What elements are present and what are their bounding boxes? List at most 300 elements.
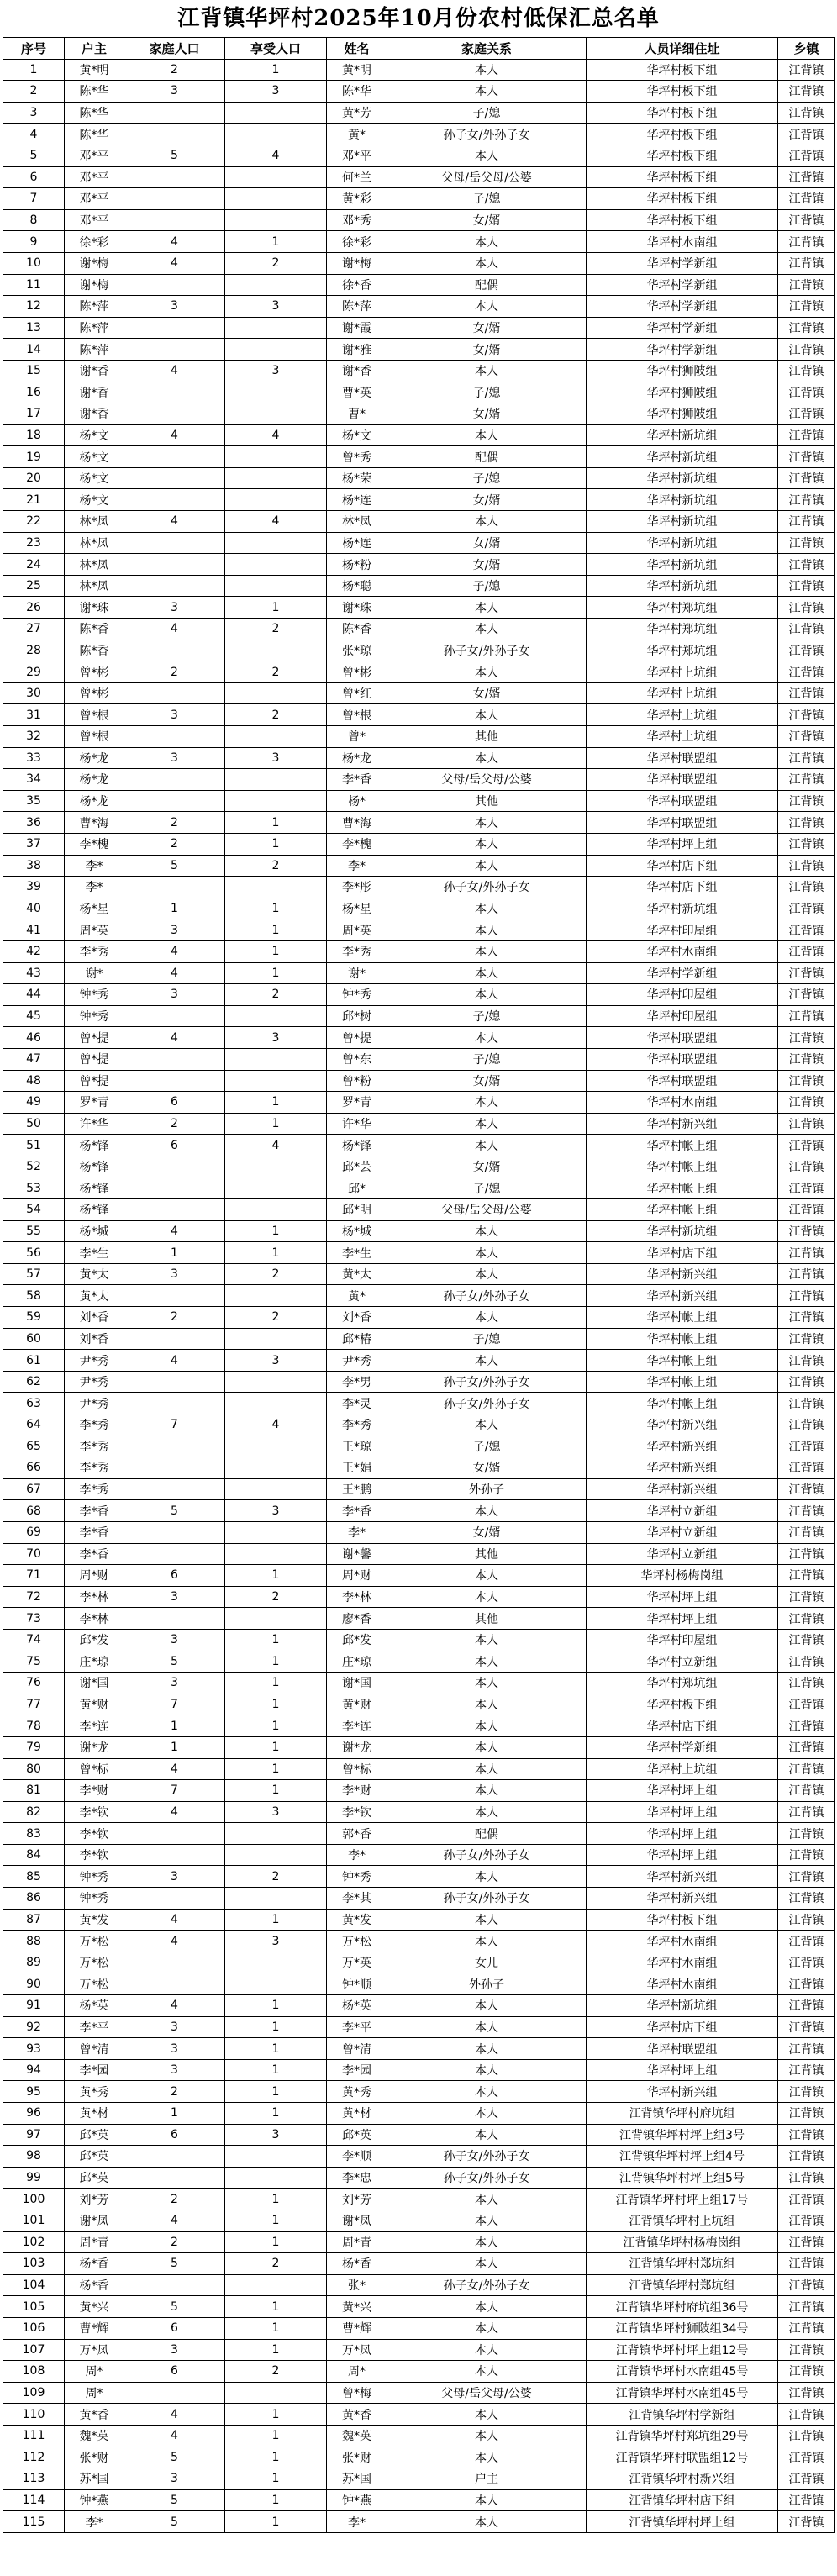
cell-householder: 陈*香 — [65, 640, 124, 661]
table-row — [3, 855, 835, 877]
cell-address: 华坪村联盟组 — [587, 2038, 778, 2060]
table-row — [3, 2146, 835, 2168]
cell-family-size: 4 — [124, 619, 225, 640]
cell-address: 华坪村板下组 — [587, 59, 778, 81]
cell-seq: 44 — [3, 984, 65, 1006]
table-row — [3, 1629, 835, 1651]
cell-family-size — [124, 1156, 225, 1177]
cell-address: 华坪村板下组 — [587, 166, 778, 188]
cell-town: 江背镇 — [778, 1177, 835, 1199]
table-row — [3, 747, 835, 769]
cell-relation: 孙子女/外孙子女 — [387, 640, 587, 661]
cell-beneficiaries: 4 — [225, 511, 327, 533]
cell-beneficiaries: 1 — [225, 2231, 327, 2253]
cell-name: 李* — [327, 2511, 387, 2533]
cell-address: 华坪村新坑组 — [587, 424, 778, 446]
cell-family-size: 5 — [124, 2489, 225, 2511]
cell-town: 江背镇 — [778, 1673, 835, 1694]
cell-relation: 子/媳 — [387, 1005, 587, 1027]
cell-name: 许*华 — [327, 1113, 387, 1135]
cell-relation: 本人 — [387, 2103, 587, 2125]
cell-householder: 曾*清 — [65, 2038, 124, 2060]
cell-town: 江背镇 — [778, 2081, 835, 2103]
cell-seq: 22 — [3, 511, 65, 533]
cell-address: 华坪村新坑组 — [587, 1220, 778, 1242]
cell-town: 江背镇 — [778, 726, 835, 748]
cell-relation: 配偶 — [387, 446, 587, 468]
cell-householder: 李*香 — [65, 1521, 124, 1543]
table-row — [3, 2103, 835, 2125]
cell-address: 华坪村郑坑组 — [587, 619, 778, 640]
table-row — [3, 575, 835, 597]
cell-householder: 万*松 — [65, 1952, 124, 1973]
cell-householder: 陈*萍 — [65, 317, 124, 339]
cell-relation: 孙子女/外孙子女 — [387, 1393, 587, 1414]
cell-householder: 李*秀 — [65, 1478, 124, 1500]
cell-beneficiaries — [225, 1328, 327, 1350]
cell-beneficiaries — [225, 209, 327, 231]
cell-householder: 邓*平 — [65, 166, 124, 188]
cell-address: 华坪村新坑组 — [587, 1995, 778, 2017]
cell-seq: 36 — [3, 812, 65, 834]
cell-town: 江背镇 — [778, 446, 835, 468]
cell-town: 江背镇 — [778, 2425, 835, 2447]
cell-town: 江背镇 — [778, 1608, 835, 1630]
table-row — [3, 1909, 835, 1931]
table-row — [3, 661, 835, 683]
cell-name: 曾* — [327, 726, 387, 748]
cell-householder: 曾*根 — [65, 704, 124, 726]
header-name: 姓名 — [327, 38, 387, 60]
cell-beneficiaries: 2 — [225, 1307, 327, 1329]
cell-family-size: 4 — [124, 252, 225, 274]
cell-family-size — [124, 124, 225, 145]
cell-householder: 林*凤 — [65, 554, 124, 576]
cell-householder: 杨*锋 — [65, 1156, 124, 1177]
cell-relation: 本人 — [387, 1263, 587, 1285]
cell-seq: 55 — [3, 1220, 65, 1242]
cell-name: 杨*星 — [327, 898, 387, 919]
cell-seq: 90 — [3, 1973, 65, 1995]
cell-householder: 李*香 — [65, 1500, 124, 1522]
cell-family-size — [124, 769, 225, 791]
cell-address: 华坪村新兴组 — [587, 1888, 778, 1910]
cell-seq: 25 — [3, 575, 65, 597]
cell-address: 华坪村帐上组 — [587, 1350, 778, 1372]
cell-householder: 李*槐 — [65, 833, 124, 855]
cell-relation: 其他 — [387, 1608, 587, 1630]
cell-householder: 钟*秀 — [65, 1866, 124, 1888]
table-row — [3, 274, 835, 296]
table-row — [3, 339, 835, 361]
cell-name: 万*英 — [327, 1952, 387, 1973]
table-row — [3, 554, 835, 576]
cell-address: 华坪村新兴组 — [587, 1285, 778, 1307]
cell-beneficiaries: 1 — [225, 1694, 327, 1715]
table-row — [3, 1500, 835, 1522]
cell-relation: 本人 — [387, 2404, 587, 2426]
cell-beneficiaries — [225, 467, 327, 489]
cell-relation: 本人 — [387, 1350, 587, 1372]
cell-householder: 邓*平 — [65, 188, 124, 210]
cell-address: 华坪村店下组 — [587, 2016, 778, 2038]
cell-name: 杨*龙 — [327, 747, 387, 769]
cell-householder: 万*松 — [65, 1973, 124, 1995]
cell-seq: 39 — [3, 877, 65, 898]
cell-householder: 杨*文 — [65, 424, 124, 446]
cell-householder: 钟*秀 — [65, 984, 124, 1006]
cell-seq: 112 — [3, 2447, 65, 2468]
cell-seq: 108 — [3, 2361, 65, 2383]
cell-town: 江背镇 — [778, 1156, 835, 1177]
cell-family-size: 3 — [124, 2038, 225, 2060]
cell-town: 江背镇 — [778, 2317, 835, 2339]
cell-seq: 17 — [3, 403, 65, 425]
cell-householder: 谢* — [65, 962, 124, 984]
cell-family-size — [124, 1199, 225, 1221]
table-row — [3, 1758, 835, 1780]
cell-town: 江背镇 — [778, 1909, 835, 1931]
cell-beneficiaries — [225, 1070, 327, 1092]
table-body — [3, 59, 835, 2532]
cell-relation: 女儿 — [387, 1952, 587, 1973]
cell-town: 江背镇 — [778, 2404, 835, 2426]
cell-town: 江背镇 — [778, 833, 835, 855]
cell-town: 江背镇 — [778, 231, 835, 253]
cell-beneficiaries — [225, 188, 327, 210]
cell-family-size: 7 — [124, 1414, 225, 1436]
cell-relation: 本人 — [387, 1242, 587, 1264]
cell-beneficiaries: 1 — [225, 2468, 327, 2490]
cell-seq: 10 — [3, 252, 65, 274]
cell-seq: 67 — [3, 1478, 65, 1500]
table-row — [3, 1414, 835, 1436]
cell-relation: 本人 — [387, 424, 587, 446]
cell-householder: 李*财 — [65, 1780, 124, 1802]
cell-address: 华坪村店下组 — [587, 855, 778, 877]
cell-beneficiaries: 3 — [225, 1931, 327, 1952]
cell-relation: 孙子女/外孙子女 — [387, 1888, 587, 1910]
cell-householder: 黄*发 — [65, 1909, 124, 1931]
cell-name: 罗*青 — [327, 1092, 387, 1114]
cell-family-size — [124, 274, 225, 296]
cell-seq: 18 — [3, 424, 65, 446]
cell-beneficiaries — [225, 1048, 327, 1070]
cell-relation: 本人 — [387, 2038, 587, 2060]
cell-beneficiaries: 1 — [225, 231, 327, 253]
cell-family-size — [124, 1844, 225, 1866]
cell-family-size — [124, 640, 225, 661]
cell-beneficiaries — [225, 382, 327, 403]
cell-relation: 本人 — [387, 59, 587, 81]
cell-beneficiaries: 4 — [225, 1135, 327, 1156]
cell-beneficiaries: 1 — [225, 2404, 327, 2426]
cell-name: 李*平 — [327, 2016, 387, 2038]
cell-name: 杨*英 — [327, 1995, 387, 2017]
cell-householder: 黄*明 — [65, 59, 124, 81]
cell-name: 陈*香 — [327, 619, 387, 640]
cell-seq: 103 — [3, 2253, 65, 2275]
cell-address: 华坪村水南组 — [587, 940, 778, 962]
cell-relation: 本人 — [387, 511, 587, 533]
cell-householder: 李*秀 — [65, 940, 124, 962]
cell-name: 李* — [327, 1521, 387, 1543]
table-row — [3, 919, 835, 941]
table-row — [3, 597, 835, 619]
cell-beneficiaries — [225, 1156, 327, 1177]
table-row — [3, 1135, 835, 1156]
cell-address: 华坪村新兴组 — [587, 1436, 778, 1457]
cell-name: 曾*秀 — [327, 446, 387, 468]
cell-name: 李*园 — [327, 2059, 387, 2081]
cell-town: 江背镇 — [778, 1801, 835, 1823]
cell-family-size: 3 — [124, 1866, 225, 1888]
cell-relation: 本人 — [387, 1909, 587, 1931]
cell-householder: 李* — [65, 877, 124, 898]
table-row — [3, 1995, 835, 2017]
cell-householder: 刘*香 — [65, 1307, 124, 1329]
cell-beneficiaries: 3 — [225, 296, 327, 318]
cell-address: 华坪村学新组 — [587, 274, 778, 296]
cell-address: 华坪村水南组 — [587, 1092, 778, 1114]
cell-seq: 68 — [3, 1500, 65, 1522]
cell-beneficiaries: 2 — [225, 1586, 327, 1608]
cell-address: 华坪村水南组 — [587, 1931, 778, 1952]
cell-relation: 女/婿 — [387, 317, 587, 339]
cell-householder: 周*财 — [65, 1565, 124, 1587]
cell-family-size — [124, 554, 225, 576]
cell-family-size: 4 — [124, 1931, 225, 1952]
cell-relation: 本人 — [387, 2189, 587, 2210]
cell-seq: 86 — [3, 1888, 65, 1910]
cell-householder: 曾*彬 — [65, 682, 124, 704]
cell-householder: 谢*梅 — [65, 274, 124, 296]
cell-family-size: 3 — [124, 1586, 225, 1608]
cell-householder: 黄*太 — [65, 1285, 124, 1307]
cell-beneficiaries: 4 — [225, 145, 327, 166]
cell-town: 江背镇 — [778, 424, 835, 446]
cell-householder: 周* — [65, 2361, 124, 2383]
cell-town: 江背镇 — [778, 1586, 835, 1608]
cell-relation: 本人 — [387, 812, 587, 834]
cell-relation: 子/媳 — [387, 1048, 587, 1070]
cell-seq: 76 — [3, 1673, 65, 1694]
cell-family-size — [124, 2382, 225, 2404]
cell-seq: 75 — [3, 1651, 65, 1673]
cell-householder: 谢*珠 — [65, 597, 124, 619]
cell-beneficiaries — [225, 532, 327, 554]
cell-beneficiaries: 1 — [225, 2103, 327, 2125]
cell-householder: 黄*秀 — [65, 2081, 124, 2103]
cell-relation: 父母/岳父母/公婆 — [387, 769, 587, 791]
cell-name: 黄*发 — [327, 1909, 387, 1931]
cell-family-size — [124, 1543, 225, 1565]
cell-seq: 104 — [3, 2274, 65, 2296]
cell-beneficiaries: 1 — [225, 2511, 327, 2533]
cell-family-size: 4 — [124, 1801, 225, 1823]
cell-address: 华坪村学新组 — [587, 962, 778, 984]
cell-seq: 101 — [3, 2210, 65, 2231]
cell-family-size — [124, 2167, 225, 2189]
cell-name: 黄*材 — [327, 2103, 387, 2125]
table-row — [3, 1371, 835, 1393]
cell-address: 华坪村新坑组 — [587, 511, 778, 533]
cell-relation: 子/媳 — [387, 467, 587, 489]
cell-family-size: 6 — [124, 1565, 225, 1587]
cell-family-size: 2 — [124, 833, 225, 855]
table-row — [3, 511, 835, 533]
cell-town: 江背镇 — [778, 1952, 835, 1973]
cell-town: 江背镇 — [778, 962, 835, 984]
cell-address: 华坪村联盟组 — [587, 790, 778, 812]
table-row — [3, 166, 835, 188]
cell-seq: 87 — [3, 1909, 65, 1931]
cell-beneficiaries: 1 — [225, 833, 327, 855]
cell-householder: 杨*英 — [65, 1995, 124, 2017]
cell-beneficiaries — [225, 274, 327, 296]
table-row — [3, 2253, 835, 2275]
cell-family-size: 2 — [124, 2231, 225, 2253]
cell-relation: 女/婿 — [387, 1070, 587, 1092]
cell-town: 江背镇 — [778, 1500, 835, 1522]
header-beneficiaries: 享受人口 — [225, 38, 327, 60]
cell-beneficiaries: 1 — [225, 1113, 327, 1135]
cell-beneficiaries — [225, 790, 327, 812]
cell-name: 杨*香 — [327, 2253, 387, 2275]
cell-name: 李*顺 — [327, 2146, 387, 2168]
cell-relation: 本人 — [387, 1673, 587, 1694]
cell-family-size — [124, 1457, 225, 1479]
cell-relation: 本人 — [387, 2425, 587, 2447]
cell-town: 江背镇 — [778, 2447, 835, 2468]
cell-name: 郭*香 — [327, 1823, 387, 1845]
relief-list-table — [3, 37, 835, 2533]
table-row — [3, 1608, 835, 1630]
cell-town: 江背镇 — [778, 252, 835, 274]
cell-family-size — [124, 1521, 225, 1543]
cell-relation: 女/婿 — [387, 489, 587, 511]
table-row — [3, 1285, 835, 1307]
cell-family-size: 3 — [124, 919, 225, 941]
cell-householder: 陈*萍 — [65, 296, 124, 318]
cell-town: 江背镇 — [778, 1328, 835, 1350]
table-row — [3, 2468, 835, 2490]
cell-beneficiaries: 1 — [225, 1715, 327, 1737]
cell-seq: 102 — [3, 2231, 65, 2253]
cell-address: 江背镇华坪村坪上组12号 — [587, 2339, 778, 2361]
cell-address: 华坪村新兴组 — [587, 1113, 778, 1135]
cell-relation: 本人 — [387, 661, 587, 683]
cell-relation: 本人 — [387, 2447, 587, 2468]
cell-name: 李*香 — [327, 1500, 387, 1522]
cell-family-size: 2 — [124, 1113, 225, 1135]
cell-seq: 84 — [3, 1844, 65, 1866]
cell-beneficiaries — [225, 1199, 327, 1221]
cell-address: 华坪村上坑组 — [587, 704, 778, 726]
cell-town: 江背镇 — [778, 124, 835, 145]
cell-seq: 52 — [3, 1156, 65, 1177]
cell-relation: 本人 — [387, 2361, 587, 2383]
table-row — [3, 1436, 835, 1457]
cell-seq: 46 — [3, 1027, 65, 1049]
cell-seq: 12 — [3, 296, 65, 318]
page-title: 江背镇华坪村2025年10月份农村低保汇总名单 — [177, 6, 660, 31]
table-row — [3, 1651, 835, 1673]
cell-town: 江背镇 — [778, 2361, 835, 2383]
cell-name: 杨* — [327, 790, 387, 812]
cell-town: 江背镇 — [778, 704, 835, 726]
cell-address: 江背镇华坪村上坑组 — [587, 2210, 778, 2231]
cell-seq: 32 — [3, 726, 65, 748]
cell-family-size: 5 — [124, 145, 225, 166]
cell-town: 江背镇 — [778, 747, 835, 769]
cell-relation: 本人 — [387, 747, 587, 769]
cell-name: 张*琼 — [327, 640, 387, 661]
cell-relation: 子/媳 — [387, 1177, 587, 1199]
cell-beneficiaries: 2 — [225, 2361, 327, 2383]
cell-relation: 本人 — [387, 1758, 587, 1780]
cell-name: 邱*发 — [327, 1629, 387, 1651]
cell-beneficiaries: 1 — [225, 940, 327, 962]
cell-householder: 许*华 — [65, 1113, 124, 1135]
cell-town: 江背镇 — [778, 1199, 835, 1221]
cell-householder: 徐*彩 — [65, 231, 124, 253]
cell-seq: 77 — [3, 1694, 65, 1715]
table-row — [3, 403, 835, 425]
cell-address: 华坪村新坑组 — [587, 575, 778, 597]
cell-householder: 李*钦 — [65, 1801, 124, 1823]
cell-beneficiaries — [225, 489, 327, 511]
cell-name: 杨*连 — [327, 489, 387, 511]
cell-seq: 6 — [3, 166, 65, 188]
cell-name: 李*财 — [327, 1780, 387, 1802]
table-row — [3, 1070, 835, 1092]
cell-seq: 40 — [3, 898, 65, 919]
cell-relation: 其他 — [387, 726, 587, 748]
cell-seq: 41 — [3, 919, 65, 941]
cell-town: 江背镇 — [778, 877, 835, 898]
cell-town: 江背镇 — [778, 769, 835, 791]
cell-name: 杨*聪 — [327, 575, 387, 597]
cell-name: 曹*英 — [327, 382, 387, 403]
cell-name: 徐*香 — [327, 274, 387, 296]
cell-family-size: 3 — [124, 2339, 225, 2361]
cell-beneficiaries: 3 — [225, 360, 327, 382]
cell-householder: 谢*凤 — [65, 2210, 124, 2231]
cell-address: 华坪村坪上组 — [587, 1844, 778, 1866]
cell-address: 江背镇华坪村水南组45号 — [587, 2361, 778, 2383]
table-row — [3, 81, 835, 103]
cell-seq: 49 — [3, 1092, 65, 1114]
cell-family-size — [124, 166, 225, 188]
header-address: 人员详细住址 — [587, 38, 778, 60]
cell-family-size — [124, 382, 225, 403]
cell-address: 华坪村店下组 — [587, 1715, 778, 1737]
cell-beneficiaries: 3 — [225, 81, 327, 103]
cell-seq: 65 — [3, 1436, 65, 1457]
cell-name: 刘*香 — [327, 1307, 387, 1329]
cell-seq: 43 — [3, 962, 65, 984]
cell-name: 曾*东 — [327, 1048, 387, 1070]
cell-family-size: 2 — [124, 661, 225, 683]
cell-householder: 曾*提 — [65, 1070, 124, 1092]
cell-family-size: 1 — [124, 1736, 225, 1758]
cell-relation: 本人 — [387, 2317, 587, 2339]
table-row — [3, 209, 835, 231]
table-row — [3, 2489, 835, 2511]
cell-householder: 万*松 — [65, 1931, 124, 1952]
cell-householder: 庄*琼 — [65, 1651, 124, 1673]
